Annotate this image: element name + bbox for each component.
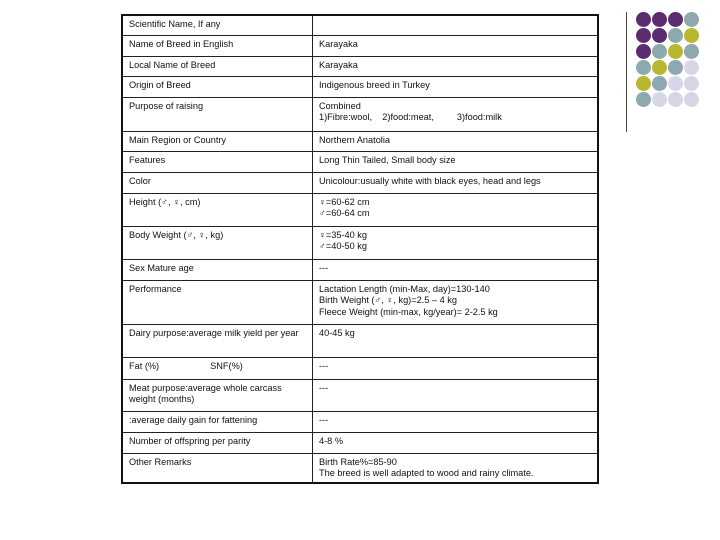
row-value: Northern Anatolia [313, 131, 599, 151]
table-row [122, 15, 598, 35]
decorative-dot [652, 28, 667, 43]
table-row [122, 131, 598, 151]
row-label: Performance [122, 280, 313, 324]
row-label: Other Remarks [122, 453, 313, 483]
decorative-dot [668, 92, 683, 107]
decorative-dot [668, 44, 683, 59]
row-label: Origin of Breed [122, 76, 313, 97]
table-row [122, 97, 598, 131]
table-row [122, 226, 598, 259]
decorative-dot [636, 60, 651, 75]
row-label: Purpose of raising [122, 97, 313, 131]
decorative-dot [636, 76, 651, 91]
row-value: --- [313, 259, 599, 280]
row-value: Long Thin Tailed, Small body size [313, 151, 599, 172]
table-row [122, 432, 598, 453]
row-label: Meat purpose:average whole carcass weight (months) [122, 379, 313, 411]
row-value: --- [313, 411, 599, 432]
row-label: Features [122, 151, 313, 172]
row-label: Body Weight (♂, ♀, kg) [122, 226, 313, 259]
row-label: Sex Mature age [122, 259, 313, 280]
decorative-dot [652, 44, 667, 59]
table-row [122, 193, 598, 226]
breed-info-table [121, 14, 599, 484]
decorative-dot [684, 44, 699, 59]
decorative-dot [684, 92, 699, 107]
decorative-dot [684, 28, 699, 43]
decorative-dot [684, 76, 699, 91]
row-label: Fat (%) SNF(%) [122, 357, 313, 379]
row-label: Name of Breed in English [122, 35, 313, 56]
table-row [122, 411, 598, 432]
row-label: Scientific Name, If any [122, 15, 313, 35]
row-label: Height (♂, ♀, cm) [122, 193, 313, 226]
decorative-dot [652, 92, 667, 107]
table-row [122, 151, 598, 172]
row-value: 40-45 kg [313, 324, 599, 357]
decorative-dot [684, 60, 699, 75]
decorative-dot [652, 12, 667, 27]
row-label: Number of offspring per parity [122, 432, 313, 453]
row-label: Main Region or Country [122, 131, 313, 151]
decorative-dot [652, 76, 667, 91]
decorative-divider-line [626, 12, 627, 132]
table-row [122, 453, 598, 483]
decorative-dot [668, 12, 683, 27]
row-value: Unicolour:usually white with black eyes, head and legs [313, 172, 599, 193]
decorative-dot [668, 28, 683, 43]
decorative-dot [668, 76, 683, 91]
row-label: :average daily gain for fattening [122, 411, 313, 432]
row-value: ♀=35-40 kg ♂=40-50 kg [313, 226, 599, 259]
row-value [313, 15, 599, 35]
row-value: Combined 1)Fibre:wool, 2)food:meat, 3)food:milk [313, 97, 599, 131]
decorative-dot-grid [636, 12, 699, 107]
decorative-dot [636, 92, 651, 107]
row-label: Color [122, 172, 313, 193]
row-value: Karayaka [313, 35, 599, 56]
decorative-dot [636, 12, 651, 27]
table-row [122, 76, 598, 97]
row-value: Indigenous breed in Turkey [313, 76, 599, 97]
row-value: 4-8 % [313, 432, 599, 453]
table-row [122, 379, 598, 411]
row-value: ♀=60-62 cm ♂=60-64 cm [313, 193, 599, 226]
decorative-dot [652, 60, 667, 75]
table-row [122, 280, 598, 324]
row-value: --- [313, 379, 599, 411]
decorative-dot [668, 60, 683, 75]
decorative-dot [636, 44, 651, 59]
row-value: Birth Rate%=85-90 The breed is well adapted to wood and rainy climate. [313, 453, 599, 483]
table-row [122, 357, 598, 379]
table-row [122, 56, 598, 76]
table-row [122, 259, 598, 280]
row-label: Local Name of Breed [122, 56, 313, 76]
row-value: Lactation Length (min-Max, day)=130-140 Birth Weight (♂, ♀, kg)=2.5 – 4 kg Fleece Weight (min-max, kg/year)= 2-2.5 kg [313, 280, 599, 324]
table-row [122, 324, 598, 357]
row-value: --- [313, 357, 599, 379]
decorative-dot [636, 28, 651, 43]
row-value: Karayaka [313, 56, 599, 76]
table-row [122, 35, 598, 56]
table-row [122, 172, 598, 193]
row-label: Dairy purpose:average milk yield per year [122, 324, 313, 357]
decorative-dot [684, 12, 699, 27]
